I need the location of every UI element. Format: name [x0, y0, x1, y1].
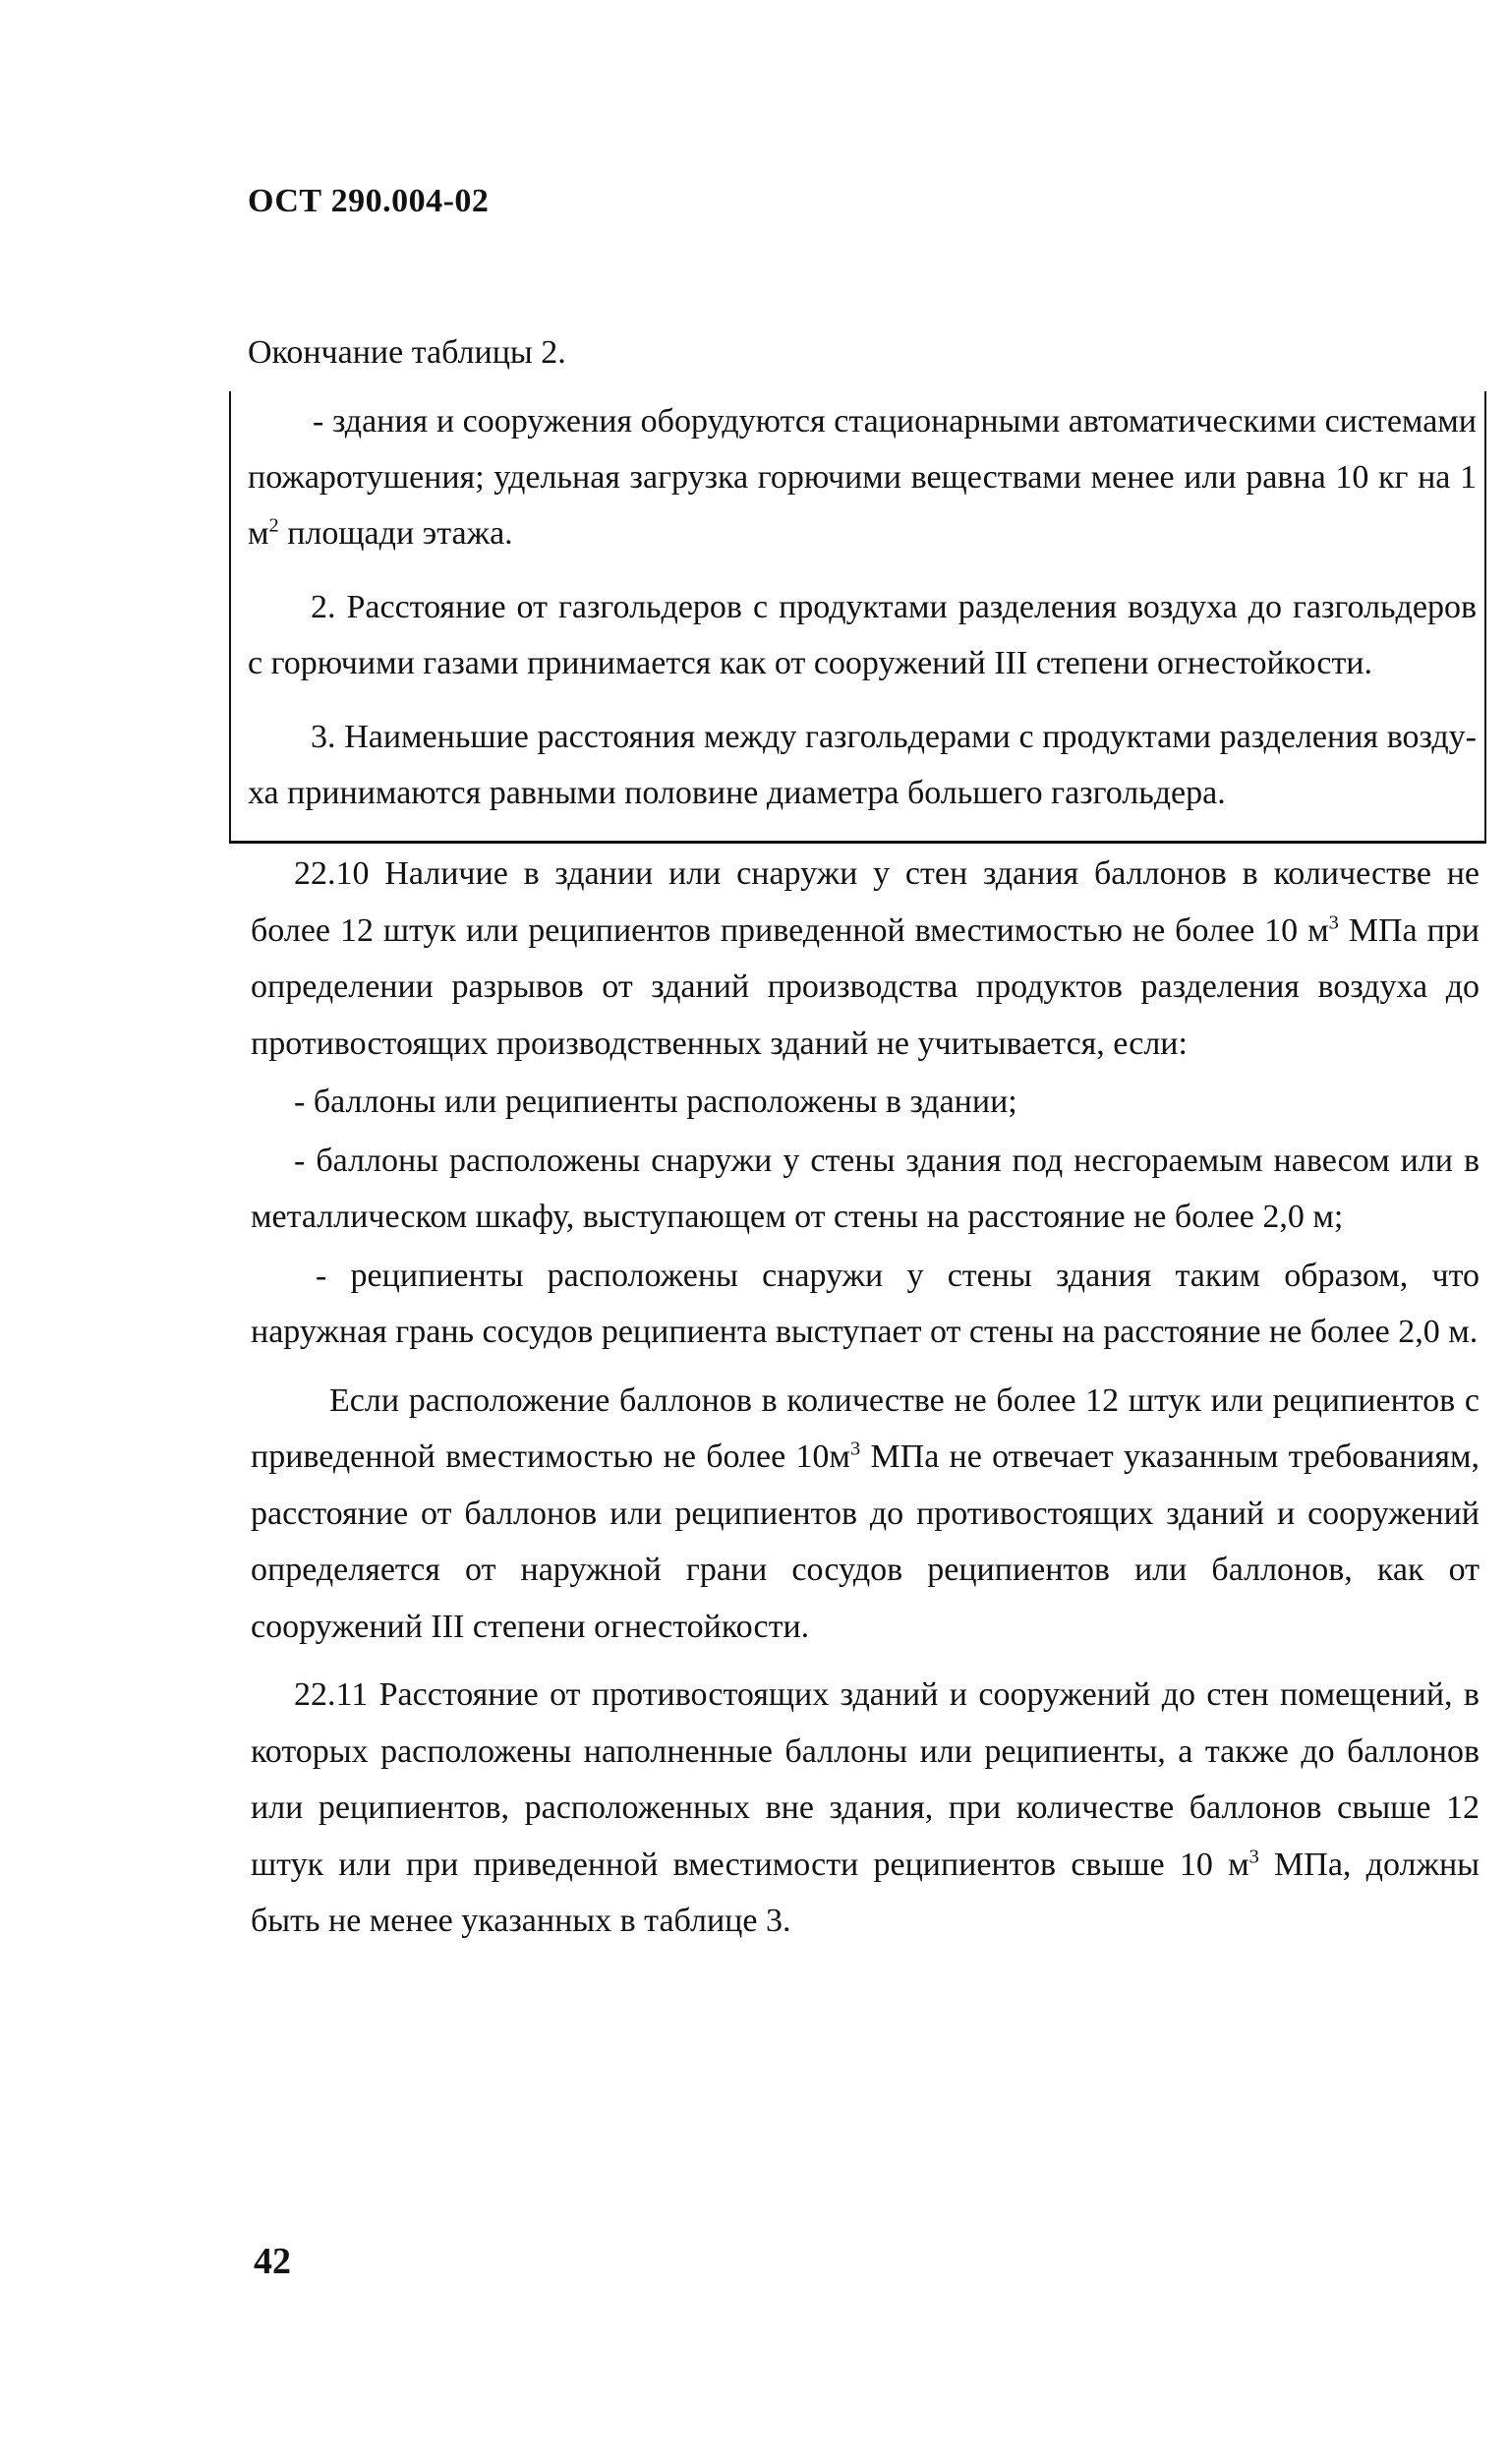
list-item-1: - баллоны или реципиенты расположены в здании;	[294, 1084, 1017, 1120]
table-note-2: 2. Расстояние от газгольдеров с продуктами разделения воздуха до газгольдеров с горючими газами принимается как от сооружений III степени огнестойкости.	[248, 589, 1477, 681]
page-number: 42	[254, 2241, 291, 2282]
body-text	[251, 846, 1480, 1950]
table-note-bullet: - здания и сооружения оборудуются стационарными автоматическими системами пожаротушения; удельная загрузка горючими веществами менее или равна 10 кг на 1 $м^2$ площади этажа.	[248, 403, 1477, 552]
table-notes	[248, 393, 1477, 821]
table-note-3: 3. Наименьшие расстояния между газгольдерами с продуктами разделения возду-ха принимаются равными половине диаметра большего газгольдера.	[248, 719, 1477, 811]
paragraph-22-10: 22.10 Наличие в здании или снаружи у стен здания баллонов в количестве не более 12 штук или реципиентов приведенной вместимостью не более 10 $м^3$ МПа при определении разрывов от зданий производства продуктов разделения воздуха до противостоящих производственных зданий не учитывается, если:	[251, 855, 1480, 1062]
list-item-3: - реципиенты расположены снаружи у стены здания таким образом, что наружная грань сосудов реципиента выступает от стены на расстояние не более 2,0 м.	[251, 1257, 1480, 1350]
table-caption: Окончание таблицы 2.	[248, 334, 566, 371]
document-code: ОСТ 290.004-02	[248, 183, 490, 219]
paragraph-22-11: 22.11 Расстояние от противостоящих зданий и сооружений до стен помещений, в которых расположены наполненные баллоны или реципиенты, а также до баллонов или реципиентов, расположенных вне здания, при количестве баллонов свыше 12 штук или при приведенной вместимости реципиентов свыше 10 $м^3$ МПа, должны быть не менее указанных в таблице 3.	[251, 1676, 1480, 1939]
paragraph-if: Если расположение баллонов в количестве не более 12 штук или реципиентов с приведенной вместимостью не более $10м^3$ МПа не отвечает указанным требованиям, расстояние от баллонов или реципиентов до противостоящих зданий и сооружений определяется от наружной грани сосудов реципиентов или баллонов, как от сооружений III степени огнестойкости.	[251, 1381, 1480, 1645]
list-item-2: - баллоны расположены снаружи у стены здания под несгораемым навесом или в металлическом шкафу, выступающем от стены на расстояние не более 2,0 м;	[251, 1142, 1480, 1235]
